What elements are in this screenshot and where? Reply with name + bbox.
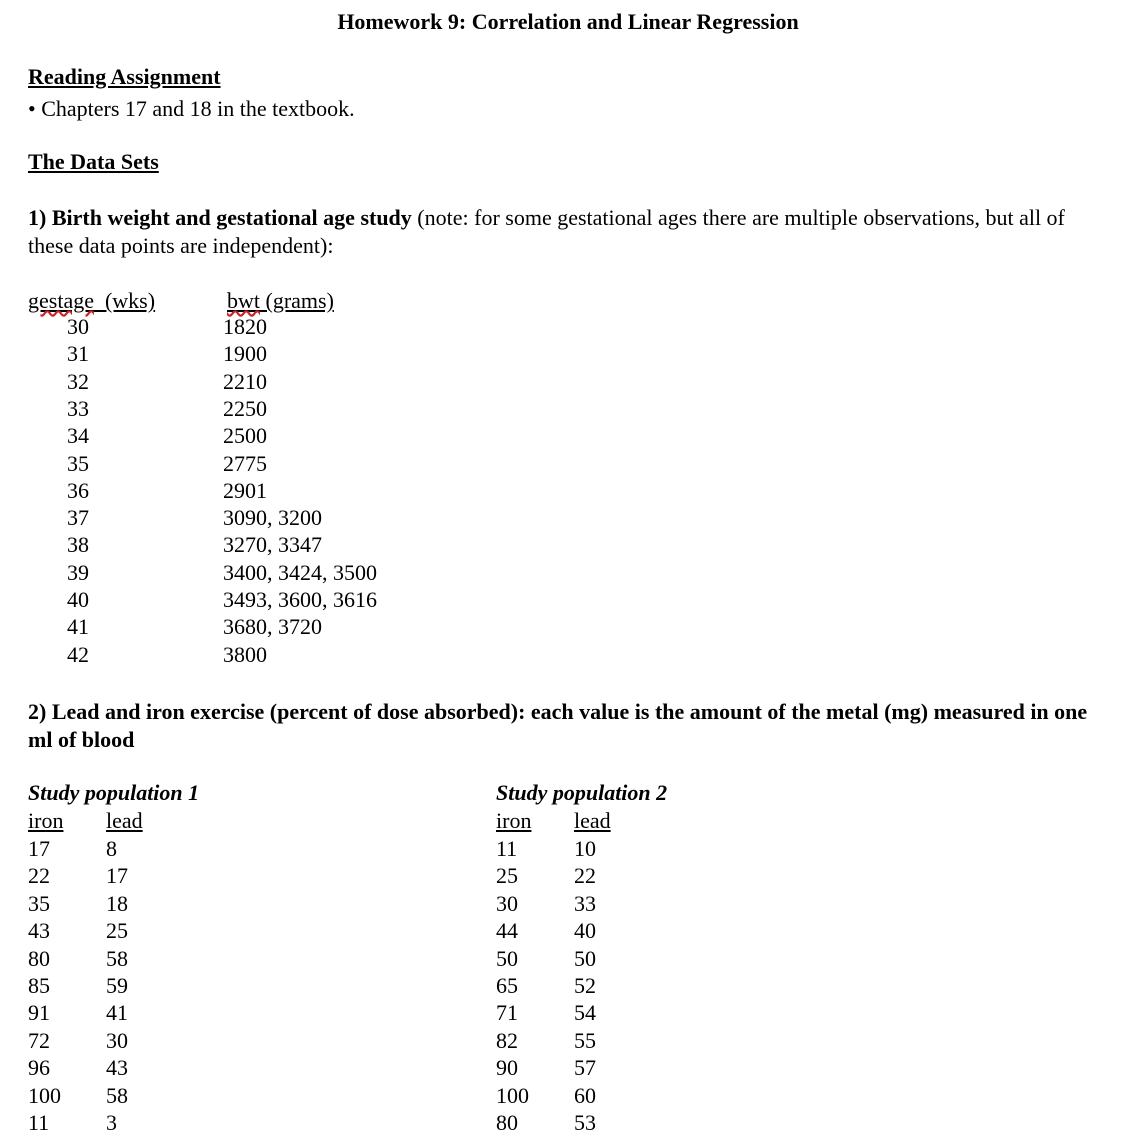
bwt-cell: 2500 <box>223 423 267 449</box>
gestage-cell: 36 <box>67 477 89 503</box>
gestage-column-header <box>28 288 155 314</box>
pop2-lead-cell: 60 <box>574 1082 596 1108</box>
page-title: Homework 9: Correlation and Linear Regression <box>337 9 799 34</box>
pop2-iron-cell: 82 <box>496 1027 518 1053</box>
pop2-lead-cell: 33 <box>574 890 596 916</box>
pop1-lead-cell: 3 <box>106 1110 117 1135</box>
reading-assignment-heading: Reading Assignment <box>28 64 221 89</box>
gestage-cell: 35 <box>67 450 89 476</box>
pop1-lead-cell: 18 <box>106 890 128 916</box>
pop2-lead-cell: 50 <box>574 945 596 971</box>
pop2-lead-cell: 22 <box>574 863 596 889</box>
bwt-header-word: bwt <box>227 288 260 313</box>
pop1-iron-header: iron <box>28 808 64 833</box>
gestage-cell: 39 <box>67 559 89 585</box>
pop1-iron-cell: 80 <box>28 945 50 971</box>
pop2-lead-cell: 53 <box>574 1110 596 1135</box>
pop1-lead-cell: 58 <box>106 945 128 971</box>
pop2-iron-cell: 30 <box>496 890 518 916</box>
bwt-cell: 1900 <box>223 341 267 367</box>
gestage-cell: 38 <box>67 532 89 558</box>
pop1-iron-cell: 22 <box>28 863 50 889</box>
pop2-iron-cell: 80 <box>496 1110 518 1135</box>
pop1-lead-cell: 17 <box>106 863 128 889</box>
pop1-iron-cell: 17 <box>28 836 50 861</box>
pop2-iron-cell: 71 <box>496 1000 518 1026</box>
bwt-cell: 2901 <box>223 477 267 503</box>
gestage-cell: 30 <box>67 314 89 339</box>
pop2-iron-cell: 65 <box>496 973 518 998</box>
bwt-cell: 2775 <box>223 450 267 476</box>
gestage-cell: 42 <box>67 641 89 667</box>
bwt-cell: 3493, 3600, 3616 <box>223 587 377 612</box>
gestage-cell: 41 <box>67 614 89 640</box>
pop1-lead-header: lead <box>106 808 143 833</box>
pop1-lead-cell: 59 <box>106 973 128 998</box>
pop2-lead-header: lead <box>574 808 611 833</box>
pop1-lead-cell: 8 <box>106 836 117 861</box>
pop2-iron-cell: 44 <box>496 918 518 944</box>
reading-assignment-bullet: • Chapters 17 and 18 in the textbook. <box>28 96 355 121</box>
pop1-iron-cell: 72 <box>28 1027 50 1053</box>
pop2-iron-cell: 90 <box>496 1055 518 1081</box>
pop1-iron-cell: 43 <box>28 918 50 944</box>
bwt-column-header <box>227 288 334 314</box>
pop1-iron-cell: 91 <box>28 1000 50 1026</box>
data-sets-heading: The Data Sets <box>28 149 159 174</box>
dataset1-title <box>28 204 1113 260</box>
pop2-lead-cell: 54 <box>574 1000 596 1026</box>
pop1-lead-cell: 25 <box>106 918 128 944</box>
bwt-cell: 3400, 3424, 3500 <box>223 559 377 585</box>
pop2-iron-cell: 100 <box>496 1082 529 1108</box>
pop1-iron-cell: 100 <box>28 1082 61 1108</box>
pop1-iron-cell: 35 <box>28 890 50 916</box>
gestage-cell: 40 <box>67 587 89 612</box>
pop2-iron-cell: 11 <box>496 836 518 861</box>
gestage-cell: 34 <box>67 423 89 449</box>
gestage-header-word: gestage <box>28 288 94 313</box>
gestage-cell: 31 <box>67 341 89 367</box>
pop1-lead-cell: 30 <box>106 1027 128 1053</box>
pop1-lead-cell: 43 <box>106 1055 128 1081</box>
gestage-cell: 33 <box>67 395 89 421</box>
dataset2-title: 2) Lead and iron exercise (percent of dose absorbed): each value is the amount of the metal (mg) measured in one ml of blood <box>28 699 1088 752</box>
pop2-iron-header: iron <box>496 808 532 833</box>
study-population-2-label: Study population 2 <box>496 780 668 805</box>
pop2-iron-cell: 50 <box>496 945 518 971</box>
bwt-cell: 1820 <box>223 314 267 339</box>
pop1-iron-cell: 11 <box>28 1110 50 1135</box>
pop2-lead-cell: 10 <box>574 836 596 861</box>
gestage-cell: 32 <box>67 368 89 394</box>
dataset1-title-bold: 1) Birth weight and gestational age study <box>28 205 412 230</box>
dataset1-title-note: (note: for some gestational ages there are multiple observations, but all of these data points are independent): <box>28 205 1065 258</box>
gestage-cell: 37 <box>67 505 89 531</box>
pop2-lead-cell: 40 <box>574 918 596 944</box>
pop2-lead-cell: 55 <box>574 1027 596 1053</box>
gestage-header-unit: (wks) <box>104 288 156 313</box>
pop2-lead-cell: 57 <box>574 1055 596 1081</box>
bwt-header-unit: (grams) <box>265 288 334 313</box>
pop1-lead-cell: 58 <box>106 1082 128 1108</box>
bwt-cell: 3800 <box>223 641 267 667</box>
bwt-cell: 2210 <box>223 368 267 394</box>
pop2-lead-cell: 52 <box>574 973 596 998</box>
bwt-cell: 2250 <box>223 395 267 421</box>
bwt-cell: 3680, 3720 <box>223 614 322 640</box>
bwt-cell: 3090, 3200 <box>223 505 322 531</box>
pop1-lead-cell: 41 <box>106 1000 128 1026</box>
pop1-iron-cell: 85 <box>28 973 50 998</box>
pop2-iron-cell: 25 <box>496 863 518 889</box>
study-population-1-label: Study population 1 <box>28 780 200 805</box>
bwt-cell: 3270, 3347 <box>223 532 322 558</box>
pop1-iron-cell: 96 <box>28 1055 50 1081</box>
